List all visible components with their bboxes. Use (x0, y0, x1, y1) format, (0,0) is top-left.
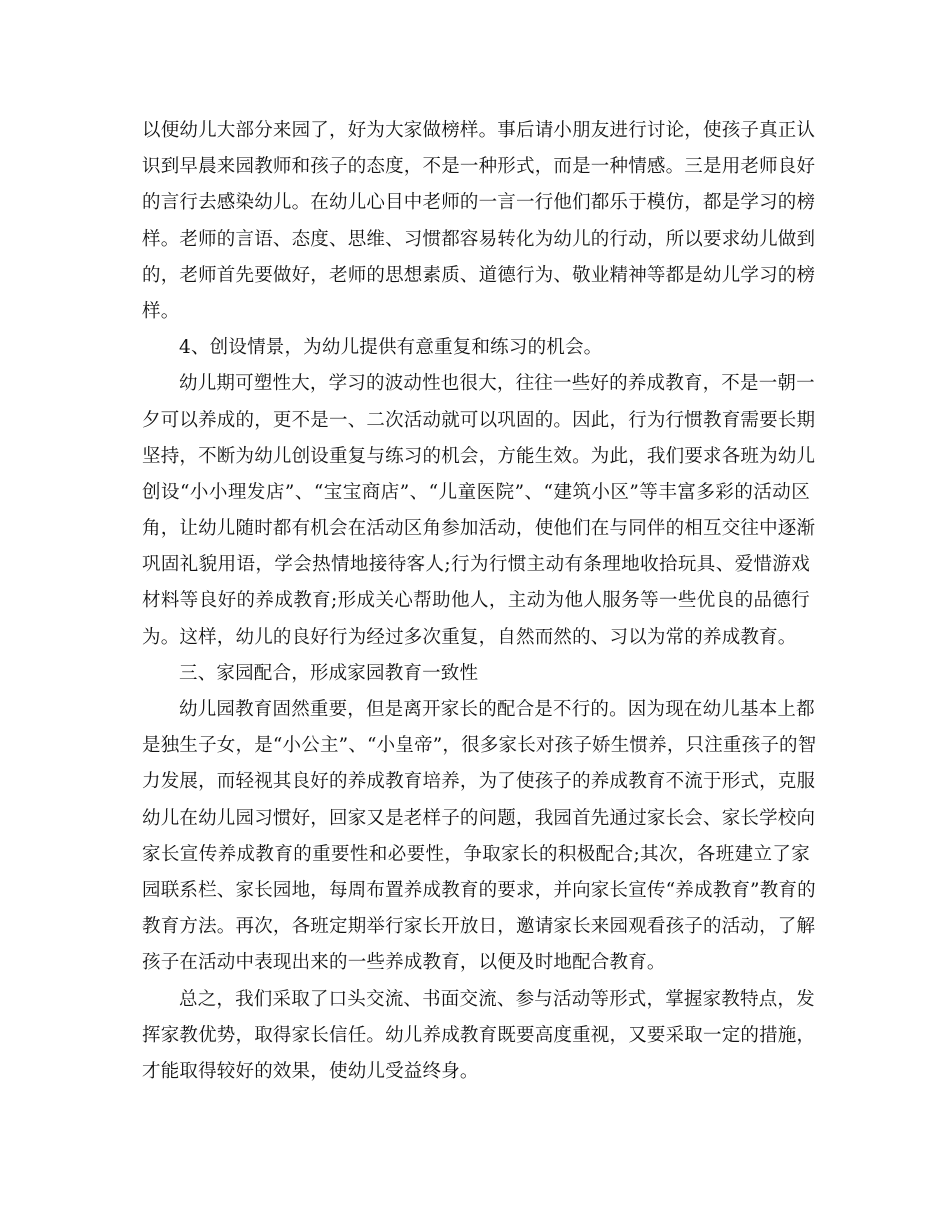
text-line: 孩子在活动中表现出来的一些养成教育，以便及时地配合教育。 (142, 952, 666, 974)
text-line: 教育方法。再次，各班定期举行家长开放日，邀请家长来园观看孩子的活动，了解 (142, 916, 816, 938)
text-line: 材料等良好的养成教育;形成关心帮助他人，主动为他人服务等一些优良的品德行 (142, 590, 810, 612)
document-page (142, 113, 817, 1090)
text-line: 创设“小小理发店”、“宝宝商店”、“儿童医院”、“建筑小区”等丰富多彩的活动区 (142, 481, 810, 503)
text-line: 坚持，不断为幼儿创设重复与练习的机会，方能生效。为此，我们要求各班为幼儿 (142, 445, 816, 467)
text-line: 力发展，而轻视其良好的养成教育培养，为了使孩子的养成教育不流于形式，克服 (142, 771, 816, 793)
text-line: 家长宣传养成教育的重要性和必要性，争取家长的积极配合;其次，各班建立了家 (142, 843, 810, 865)
text-line: 夕可以养成的，更不是一、二次活动就可以巩固的。因此，行为行惯教育需要长期 (142, 409, 816, 431)
text-line: 幼儿园教育固然重要，但是离开家长的配合是不行的。因为现在幼儿基本上都 (179, 699, 815, 720)
text-line: 的言行去感染幼儿。在幼儿心目中老师的一言一行他们都乐于模仿，都是学习的榜 (142, 192, 816, 214)
paragraph (142, 113, 816, 330)
paragraph (142, 330, 810, 366)
text-line: 幼儿期可塑性大，学习的波动性也很大，往往一些好的养成教育，不是一朝一 (179, 373, 815, 395)
text-line: 识到早晨来园教师和孩子的态度，不是一种形式，而是一种情感。三是用老师良好 (142, 156, 816, 178)
text-line: 总之，我们采取了口头交流、书面交流、参与活动等形式，掌握家教特点，发 (179, 988, 815, 1010)
text-line: 挥家教优势，取得家长信任。幼儿养成教育既要高度重视，又要采取一定的措施， (142, 1024, 816, 1046)
paragraph (142, 656, 810, 692)
text-line: 样。 (142, 300, 180, 322)
text-line: 园联系栏、家长园地，每周布置养成教育的要求，并向家长宣传“养成教育”教育的 (142, 879, 816, 901)
text-line: 幼儿在幼儿园习惯好，回家又是老样子的问题，我园首先通过家长会、家长学校向 (142, 807, 816, 829)
text-line: 为。这样，幼儿的良好行为经过多次重复，自然而然的、习以为常的养成教育。 (142, 626, 797, 648)
text-line: 角，让幼儿随时都有机会在活动区角参加活动，使他们在与同伴的相互交往中逐渐 (142, 518, 816, 540)
paragraph (142, 366, 816, 656)
text-line: 三、家园配合，形成家园教育一致性 (179, 662, 479, 684)
text-line: 以便幼儿大部分来园了，好为大家做榜样。事后请小朋友进行讨论，使孩子真正认 (142, 120, 816, 141)
text-line: 是独生子女，是“小公主”、“小皇帝”，很多家长对孩子娇生惯养，只注重孩子的智 (142, 735, 817, 757)
paragraph (142, 692, 817, 982)
text-line: 才能取得较好的效果，使幼儿受益终身。 (142, 1060, 479, 1082)
text-line: 巩固礼貌用语，学会热情地接待客人;行为行惯主动有条理地收拾玩具、爱惜游戏 (142, 554, 810, 576)
paragraph (142, 982, 816, 1091)
text-line: 样。老师的言语、态度、思维、习惯都容易转化为幼儿的行动，所以要求幼儿做到 (142, 228, 816, 250)
text-line: 的，老师首先要做好，老师的思想素质、道德行为、敬业精神等都是幼儿学习的榜 (142, 264, 816, 286)
text-line: 4、创设情景，为幼儿提供有意重复和练习的机会。 (179, 337, 603, 359)
